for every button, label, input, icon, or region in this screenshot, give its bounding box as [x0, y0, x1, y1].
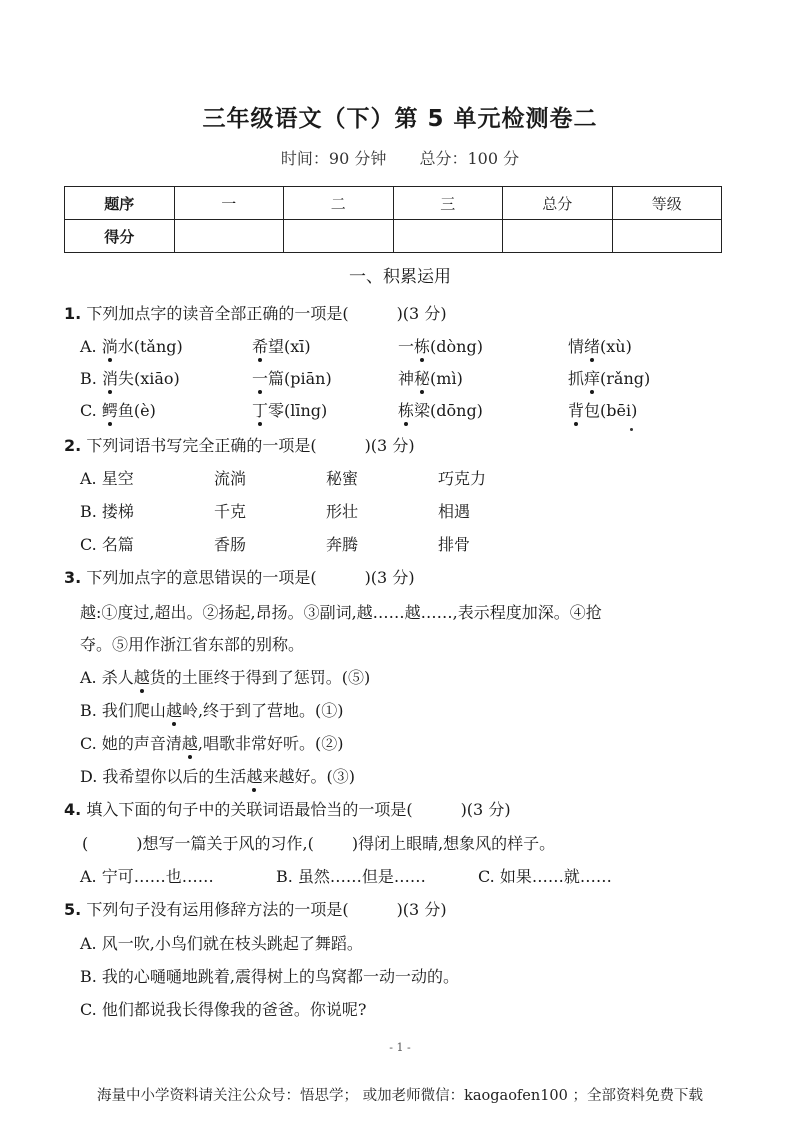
q2-option: 形壮 [326, 502, 359, 521]
exam-info [0, 146, 800, 169]
q5-option-c: C. 他们都说我长得像我的爸爸。你说呢? [80, 1000, 367, 1019]
q2-option: 流淌 [214, 469, 247, 488]
q3-option-c: C. 她的声音清越,唱歌非常好听。(②) [80, 734, 344, 753]
question-text: 下列句子没有运用修辞方法的一项是( [86, 900, 349, 919]
q2-option: B. 搂梯 [80, 502, 134, 521]
q1-option-a4: 情绪(xù) [568, 337, 632, 356]
exam-total-score: 总分：100 分 [419, 149, 520, 168]
score-table-header: 二 [284, 187, 394, 220]
stray-mark [630, 428, 633, 431]
question-score: )(3 分) [460, 800, 511, 819]
q2-option: 香肠 [214, 535, 247, 554]
q4-option-b: B. 虽然……但是…… [276, 867, 426, 886]
score-cell [503, 220, 613, 253]
score-table-header: 总分 [503, 187, 613, 220]
score-row-label: 得分 [65, 220, 175, 253]
question-score: )(3 分) [396, 900, 447, 919]
q4-option-c: C. 如果……就…… [478, 867, 612, 886]
question-1-stem [64, 304, 447, 324]
q2-option: 排骨 [438, 535, 471, 554]
score-cell [393, 220, 503, 253]
question-number: 5. [64, 900, 82, 919]
q3-option-a: A. 杀人越货的土匪终于得到了惩罚。(⑤) [80, 668, 371, 687]
question-3-stem [64, 568, 415, 588]
q2-option: 秘蜜 [326, 469, 359, 488]
section-title: 一、积累运用 [349, 267, 451, 287]
q4-option-a: A. 宁可……也…… [80, 867, 214, 886]
q2-option: 巧克力 [438, 469, 487, 488]
question-2-stem [64, 436, 415, 456]
question-score: )(3 分) [364, 568, 415, 587]
score-table-header: 三 [393, 187, 503, 220]
q3-option-d: D. 我希望你以后的生活越来越好。(③) [80, 767, 355, 786]
footer-notice: 海量中小学资料请关注公众号：悟思学； 或加老师微信：kaogaofen100 ；全部资料免费下载 [97, 1088, 703, 1104]
question-score: )(3 分) [396, 304, 447, 323]
score-table [64, 186, 722, 253]
exam-time: 时间：90 分钟 [280, 149, 387, 168]
question-score: )(3 分) [364, 436, 415, 455]
score-table-header: 一 [174, 187, 284, 220]
exam-title: 三年级语文（下）第 5 单元检测卷二 [202, 106, 598, 132]
q3-option-b: B. 我们爬山越岭,终于到了营地。(①) [80, 701, 344, 720]
q4-sentence: ( )想写一篇关于风的习作,( )得闭上眼睛,想象风的样子。 [82, 834, 556, 853]
question-text: 填入下面的句子中的关联词语最恰当的一项是( [86, 800, 413, 819]
q1-option-a3: 一栋(dòng) [398, 337, 483, 356]
q1-option-b3: 神秘(mì) [398, 369, 463, 388]
question-number: 4. [64, 800, 82, 819]
q1-option-b1: B. 消失(xiāo) [80, 369, 180, 388]
score-table-score-row [65, 220, 722, 253]
q5-option-b: B. 我的心嗵嗵地跳着,震得树上的鸟窝都一动一动的。 [80, 967, 460, 986]
q2-option: 相遇 [438, 502, 471, 521]
score-table-header-row [65, 187, 722, 220]
question-text: 下列加点字的读音全部正确的一项是( [86, 304, 349, 323]
q1-option-c1: C. 鳄鱼(è) [80, 401, 156, 420]
q1-option-c4: 背包(bēi) [568, 401, 638, 420]
q2-option: 奔腾 [326, 535, 359, 554]
q2-option: 千克 [214, 502, 247, 521]
q1-option-c3: 栋梁(dōng) [398, 401, 483, 420]
q1-option-b2: 一篇(piān) [252, 369, 332, 388]
question-number: 3. [64, 568, 82, 587]
q5-option-a: A. 风一吹,小鸟们就在枝头跳起了舞蹈。 [80, 934, 363, 953]
question-number: 2. [64, 436, 82, 455]
q1-option-c2: 丁零(līng) [252, 401, 328, 420]
score-cell [612, 220, 722, 253]
question-5-stem [64, 900, 447, 920]
score-cell [174, 220, 284, 253]
q2-option: A. 星空 [80, 469, 134, 488]
score-cell [284, 220, 394, 253]
q2-option: C. 名篇 [80, 535, 134, 554]
question-4-stem [64, 800, 511, 820]
q3-definition-line-1: 越:①度过,超出。②扬起,昂扬。③副词,越……越……,表示程度加深。④抢 [80, 603, 602, 622]
q1-option-b4: 抓痒(rǎng) [568, 369, 651, 388]
score-table-header: 等级 [612, 187, 722, 220]
question-text: 下列加点字的意思错误的一项是( [86, 568, 317, 587]
q3-definition-line-2: 夺。⑤用作浙江省东部的别称。 [80, 635, 305, 654]
score-table-header: 题序 [65, 187, 175, 220]
q1-option-a1: A. 淌水(tǎng) [80, 337, 183, 356]
question-text: 下列词语书写完全正确的一项是( [86, 436, 317, 455]
question-number: 1. [64, 304, 82, 323]
q1-option-a2: 希望(xī) [252, 337, 311, 356]
page-number: - 1 - [389, 1041, 411, 1054]
